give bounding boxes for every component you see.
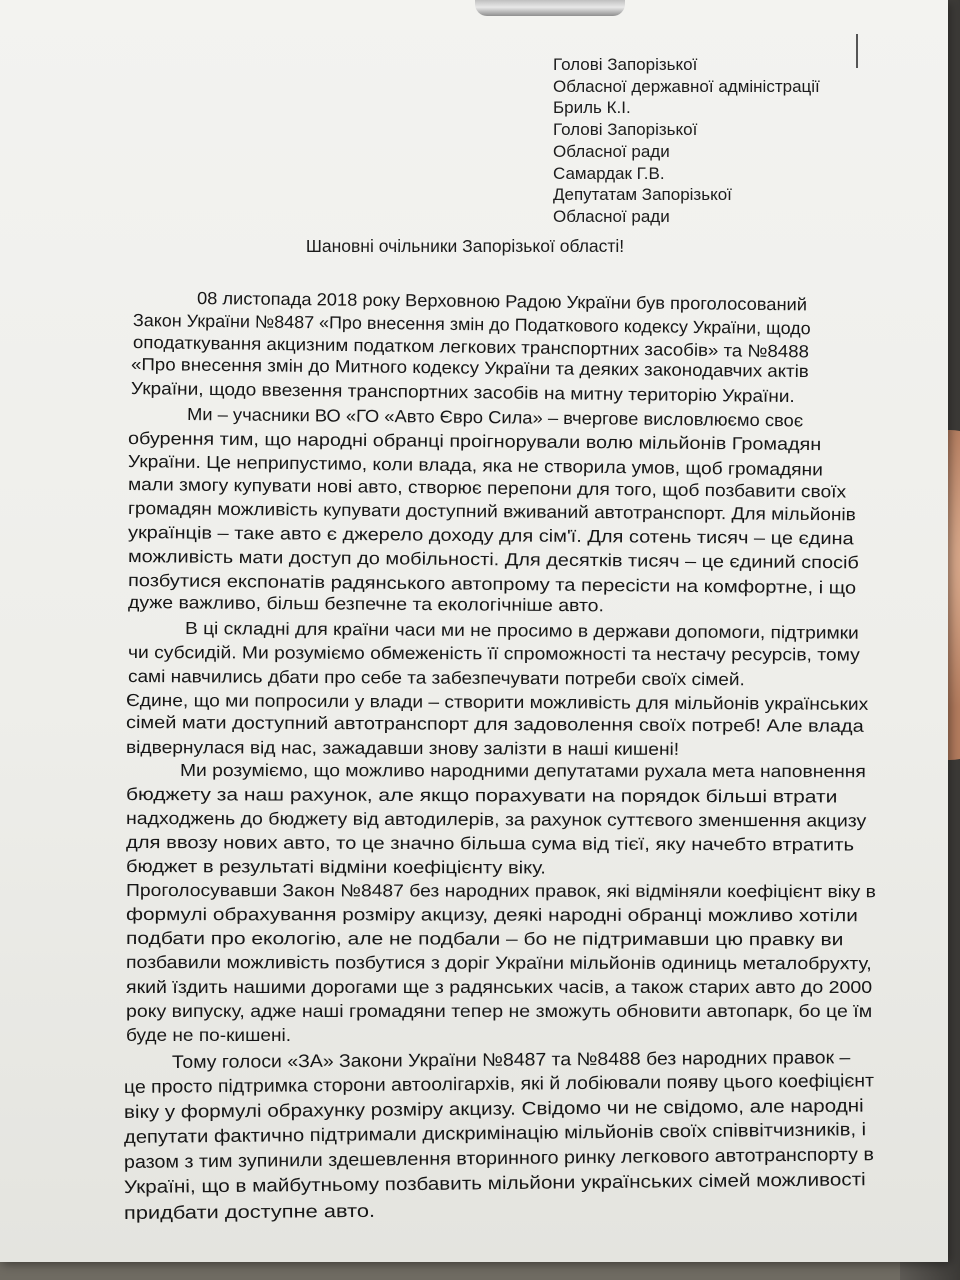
body-line: разом з тим зупинили здешевлення вторинного ринку легкового автотранспорту в (123, 1144, 874, 1172)
addressee-line: Голові Запорізької (553, 55, 698, 74)
addressee-block (553, 54, 820, 228)
addressee-line: Бриль К.І. (553, 98, 631, 118)
body-line: бюджет в результаті відміни коефіцієнту віку. (125, 856, 546, 878)
body-line: року випуску, адже наші громадяни тепер не зможуть обновити автопарк, бо це їм (126, 1001, 873, 1021)
body-line: буде не по-кишені. (126, 1025, 292, 1045)
body-line: для ввозу нових авто, то це значно більша сума від тієї, яку начебто втратить (125, 832, 855, 855)
body-line: відвернулася від нас, зажадавши знову залізти в наші кишені! (125, 737, 680, 759)
body-line: громадян можливість купувати доступний вживаний автотранспорт. Для мільйонів (127, 498, 856, 525)
body-line: Україні, що в майбутньому позбавить мільйони українських сімей можливості (123, 1169, 866, 1197)
body-line: надходжень до бюджету від автодилерів, за рахунок суттєвого зменшення акцизу (125, 808, 867, 831)
body-line: сімей мати доступний автотранспорт для задоволення своїх потреб! Але влада (125, 712, 864, 736)
body-line: позбутися експонатів радянського автопрому та пересісти на комфортне, і що (127, 570, 857, 598)
body-line: можливість мати доступ до мобільності. Для десятків тисяч – це єдиний спосіб (127, 546, 859, 573)
body-line: формулі обрахування розміру акцизу, деякі народні обранці можливо хотіли (125, 904, 858, 926)
body-line: мали змогу купувати нові авто, створює перепони для того, щоб позбавити своїх (127, 474, 847, 502)
body-line: України, щодо ввезення транспортних засобів на митну територію України. (130, 378, 795, 407)
body-line: оподаткування акцизним податком легкових транспортних засобів» та №8488 (132, 332, 810, 362)
body-line: дуже важливо, більш безпечне та екологічніше авто. (127, 592, 605, 616)
body-line: бюджету за наш рахунок, але якщо порахувати на порядок більші втрати (125, 784, 838, 807)
body-line: українців – таке авто є джерело доходу для сім'ї. Для сотень тисяч – це єдина (127, 522, 854, 549)
body-line: Єдине, що ми попросили у влади – створити можливість для мільйонів українських (125, 690, 869, 714)
binder-clip (475, 0, 625, 16)
salutation: Шановні очільники Запорізької області! (305, 236, 625, 256)
body-line: позбавили можливість позбутися з доріг України мільйонів одиниць металобрухту, (125, 952, 872, 974)
body-line: Закон України №8487 «Про внесення змін до Податкового кодексу України, щодо (132, 310, 811, 339)
body-line: України. Це неприпустимо, коли влада, яка не створила умов, щоб громадяни (127, 451, 823, 480)
addressee-line: Самардак Г.В. (553, 163, 665, 183)
body-line: це просто підтримка сторони автоолігархів, які й лобіювали появу цього коефіцієнт (123, 1070, 875, 1097)
body-line: придбати доступне авто. (123, 1200, 376, 1223)
addressee-line: Обласної державної адміністрації (553, 76, 820, 96)
body-line: чи субсидій. Ми розуміємо обмеженість її спроможності та нестачу ресурсів, тому (127, 642, 860, 665)
body-line: який їздить нашими дорогами ще з радянських часів, а також старих авто до 2000 (126, 977, 873, 997)
addressee-line: Депутатам Запорізької (553, 185, 732, 205)
addressee-line: Обласної ради (553, 206, 670, 226)
body-line: В ці складні для країни часи ми не просимо в держави допомоги, підтримки (184, 618, 859, 643)
body-line: Ми розуміємо, що можливо народними депутатами рухала мета наповнення (179, 760, 866, 782)
addressee-line: Голові Запорізької (553, 120, 698, 140)
body-line: самі навчились дбати про себе та забезпечувати потреби своїх сімей. (127, 666, 745, 690)
body-line: депутати фактично підтримали дискримінацію мільйонів своїх співвітчизників, і (123, 1119, 867, 1147)
addressee-line: Обласної ради (553, 141, 670, 161)
body-line: «Про внесення змін до Митного кодексу України та деяких законодавчих актів (130, 354, 809, 382)
body-line: Проголосувавши Закон №8487 без народних правок, які відміняли коефіцієнт віку в (125, 880, 876, 902)
margin-mark (856, 34, 858, 68)
body-line: Ми – учасники ВО «ГО «Авто Євро Сила» – вчергове висловлюємо своє (186, 404, 804, 431)
body-line: обурення тим, що народні обранці проігнорували волю мільйонів Громадян (127, 428, 822, 455)
body-line: Тому голоси «ЗА» Закони України №8487 та №8488 без народних правок – (171, 1047, 851, 1072)
body-line: подбати про екологію, але не подбали – бо не підтримавши цю правку ви (125, 928, 844, 950)
body-line: віку у формулі обрахунку розміру акцизу. Свідомо чи не свідомо, але народні (123, 1095, 864, 1122)
body-line: 08 листопада 2018 року Верховною Радою України був проголосований (196, 288, 808, 315)
